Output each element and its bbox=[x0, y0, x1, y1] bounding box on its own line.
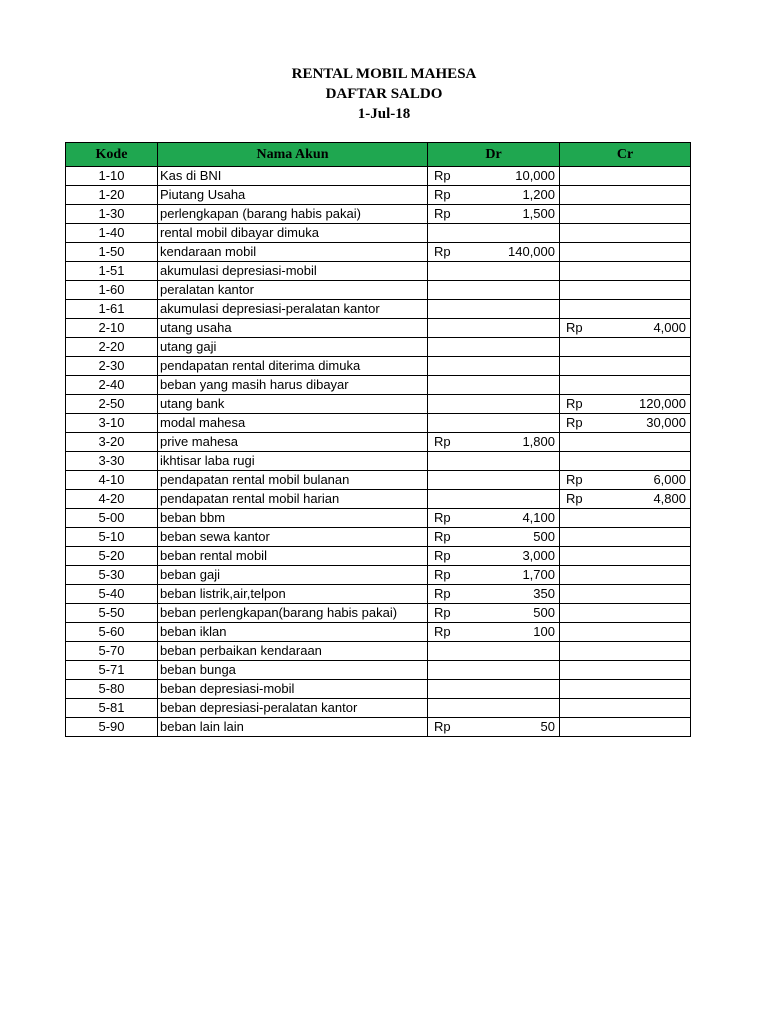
debit-cell bbox=[428, 452, 560, 471]
account-code: 5-20 bbox=[66, 547, 158, 566]
account-code: 5-70 bbox=[66, 642, 158, 661]
account-name: utang gaji bbox=[158, 338, 428, 357]
account-name: modal mahesa bbox=[158, 414, 428, 433]
account-code: 2-10 bbox=[66, 319, 158, 338]
account-name: pendapatan rental mobil harian bbox=[158, 490, 428, 509]
table-row bbox=[66, 718, 691, 737]
credit-cell bbox=[560, 281, 691, 300]
credit-cell bbox=[560, 300, 691, 319]
account-code: 1-61 bbox=[66, 300, 158, 319]
account-name: beban perlengkapan(barang habis pakai) bbox=[158, 604, 428, 623]
debit-currency: Rp bbox=[434, 586, 451, 601]
debit-cell bbox=[428, 262, 560, 281]
table-row bbox=[66, 547, 691, 566]
credit-cell bbox=[560, 604, 691, 623]
credit-cell bbox=[560, 585, 691, 604]
debit-cell bbox=[428, 718, 560, 737]
debit-currency: Rp bbox=[434, 624, 451, 639]
account-code: 5-80 bbox=[66, 680, 158, 699]
credit-cell bbox=[560, 642, 691, 661]
debit-cell bbox=[428, 433, 560, 452]
table-row bbox=[66, 509, 691, 528]
debit-cell bbox=[428, 243, 560, 262]
account-code: 2-50 bbox=[66, 395, 158, 414]
debit-currency: Rp bbox=[434, 529, 451, 544]
account-name: akumulasi depresiasi-mobil bbox=[158, 262, 428, 281]
account-code: 5-10 bbox=[66, 528, 158, 547]
column-header-nama-akun: Nama Akun bbox=[158, 143, 428, 167]
column-header-cr: Cr bbox=[560, 143, 691, 167]
debit-cell bbox=[428, 585, 560, 604]
debit-amount: 140,000 bbox=[508, 244, 555, 259]
credit-cell bbox=[560, 243, 691, 262]
table-row bbox=[66, 186, 691, 205]
debit-amount: 3,000 bbox=[522, 548, 555, 563]
table-row bbox=[66, 699, 691, 718]
debit-cell bbox=[428, 623, 560, 642]
debit-cell bbox=[428, 167, 560, 186]
account-name: perlengkapan (barang habis pakai) bbox=[158, 205, 428, 224]
debit-amount: 100 bbox=[533, 624, 555, 639]
account-name: beban depresiasi-peralatan kantor bbox=[158, 699, 428, 718]
credit-cell bbox=[560, 566, 691, 585]
account-code: 1-60 bbox=[66, 281, 158, 300]
credit-cell bbox=[560, 547, 691, 566]
debit-currency: Rp bbox=[434, 206, 451, 221]
account-code: 3-10 bbox=[66, 414, 158, 433]
debit-cell bbox=[428, 186, 560, 205]
account-code: 1-50 bbox=[66, 243, 158, 262]
credit-amount: 4,800 bbox=[653, 491, 686, 506]
credit-currency: Rp bbox=[566, 491, 583, 506]
credit-cell bbox=[560, 376, 691, 395]
debit-currency: Rp bbox=[434, 605, 451, 620]
debit-currency: Rp bbox=[434, 567, 451, 582]
account-code: 5-71 bbox=[66, 661, 158, 680]
table-row bbox=[66, 224, 691, 243]
account-name: beban bunga bbox=[158, 661, 428, 680]
account-name: beban rental mobil bbox=[158, 547, 428, 566]
credit-currency: Rp bbox=[566, 415, 583, 430]
table-row bbox=[66, 623, 691, 642]
account-code: 1-10 bbox=[66, 167, 158, 186]
credit-cell bbox=[560, 357, 691, 376]
debit-cell bbox=[428, 281, 560, 300]
debit-currency: Rp bbox=[434, 434, 451, 449]
debit-cell bbox=[428, 395, 560, 414]
table-row bbox=[66, 661, 691, 680]
account-code: 5-90 bbox=[66, 718, 158, 737]
account-name: beban listrik,air,telpon bbox=[158, 585, 428, 604]
credit-cell bbox=[560, 623, 691, 642]
credit-cell bbox=[560, 528, 691, 547]
account-code: 3-20 bbox=[66, 433, 158, 452]
table-row bbox=[66, 281, 691, 300]
account-code: 5-60 bbox=[66, 623, 158, 642]
credit-cell bbox=[560, 490, 691, 509]
debit-currency: Rp bbox=[434, 187, 451, 202]
table-row bbox=[66, 243, 691, 262]
account-name: rental mobil dibayar dimuka bbox=[158, 224, 428, 243]
table-row bbox=[66, 205, 691, 224]
account-code: 4-10 bbox=[66, 471, 158, 490]
debit-amount: 1,500 bbox=[522, 206, 555, 221]
credit-amount: 120,000 bbox=[639, 396, 686, 411]
account-code: 5-30 bbox=[66, 566, 158, 585]
table-row bbox=[66, 642, 691, 661]
account-name: beban lain lain bbox=[158, 718, 428, 737]
report-date: 1-Jul-18 bbox=[357, 106, 411, 122]
debit-cell bbox=[428, 414, 560, 433]
debit-cell bbox=[428, 224, 560, 243]
account-code: 5-81 bbox=[66, 699, 158, 718]
account-code: 1-51 bbox=[66, 262, 158, 281]
debit-currency: Rp bbox=[434, 510, 451, 525]
account-name: ikhtisar laba rugi bbox=[158, 452, 428, 471]
credit-amount: 4,000 bbox=[653, 320, 686, 335]
table-row bbox=[66, 167, 691, 186]
credit-cell bbox=[560, 395, 691, 414]
table-row bbox=[66, 490, 691, 509]
account-name: akumulasi depresiasi-peralatan kantor bbox=[158, 300, 428, 319]
credit-amount: 6,000 bbox=[653, 472, 686, 487]
column-header-kode: Kode bbox=[66, 143, 158, 167]
credit-cell bbox=[560, 338, 691, 357]
debit-cell bbox=[428, 566, 560, 585]
debit-amount: 10,000 bbox=[515, 168, 555, 183]
debit-currency: Rp bbox=[434, 168, 451, 183]
account-code: 1-20 bbox=[66, 186, 158, 205]
table-row bbox=[66, 395, 691, 414]
account-code: 4-20 bbox=[66, 490, 158, 509]
credit-cell bbox=[560, 167, 691, 186]
account-name: pendapatan rental mobil bulanan bbox=[158, 471, 428, 490]
debit-cell bbox=[428, 205, 560, 224]
account-code: 5-00 bbox=[66, 509, 158, 528]
debit-amount: 1,200 bbox=[522, 187, 555, 202]
account-name: beban depresiasi-mobil bbox=[158, 680, 428, 699]
account-name: beban bbm bbox=[158, 509, 428, 528]
account-name: Piutang Usaha bbox=[158, 186, 428, 205]
document-title bbox=[0, 64, 768, 124]
table-row bbox=[66, 357, 691, 376]
table-row bbox=[66, 300, 691, 319]
credit-currency: Rp bbox=[566, 396, 583, 411]
credit-cell bbox=[560, 661, 691, 680]
account-name: beban iklan bbox=[158, 623, 428, 642]
table-row bbox=[66, 680, 691, 699]
account-name: pendapatan rental diterima dimuka bbox=[158, 357, 428, 376]
credit-cell bbox=[560, 186, 691, 205]
debit-amount: 500 bbox=[533, 605, 555, 620]
account-name: beban yang masih harus dibayar bbox=[158, 376, 428, 395]
debit-amount: 4,100 bbox=[522, 510, 555, 525]
table-row bbox=[66, 338, 691, 357]
credit-cell bbox=[560, 262, 691, 281]
debit-amount: 500 bbox=[533, 529, 555, 544]
credit-cell bbox=[560, 205, 691, 224]
debit-cell bbox=[428, 642, 560, 661]
account-code: 2-20 bbox=[66, 338, 158, 357]
account-code: 5-50 bbox=[66, 604, 158, 623]
table-row bbox=[66, 262, 691, 281]
credit-cell bbox=[560, 224, 691, 243]
debit-cell bbox=[428, 604, 560, 623]
debit-currency: Rp bbox=[434, 244, 451, 259]
credit-cell bbox=[560, 319, 691, 338]
account-code: 2-30 bbox=[66, 357, 158, 376]
credit-cell bbox=[560, 680, 691, 699]
account-code: 2-40 bbox=[66, 376, 158, 395]
table-row bbox=[66, 604, 691, 623]
table-row bbox=[66, 528, 691, 547]
account-name: peralatan kantor bbox=[158, 281, 428, 300]
column-header-dr: Dr bbox=[428, 143, 560, 167]
credit-currency: Rp bbox=[566, 472, 583, 487]
debit-cell bbox=[428, 376, 560, 395]
table-row bbox=[66, 452, 691, 471]
debit-cell bbox=[428, 661, 560, 680]
debit-currency: Rp bbox=[434, 719, 451, 734]
debit-cell bbox=[428, 300, 560, 319]
credit-currency: Rp bbox=[566, 320, 583, 335]
debit-cell bbox=[428, 547, 560, 566]
account-name: beban perbaikan kendaraan bbox=[158, 642, 428, 661]
table-header-row bbox=[66, 143, 691, 167]
table-row bbox=[66, 566, 691, 585]
account-code: 3-30 bbox=[66, 452, 158, 471]
debit-currency: Rp bbox=[434, 548, 451, 563]
account-name: utang bank bbox=[158, 395, 428, 414]
table-row bbox=[66, 585, 691, 604]
account-name: beban gaji bbox=[158, 566, 428, 585]
account-name: beban sewa kantor bbox=[158, 528, 428, 547]
credit-cell bbox=[560, 509, 691, 528]
table-body bbox=[66, 167, 691, 737]
debit-cell bbox=[428, 471, 560, 490]
table-row bbox=[66, 414, 691, 433]
account-code: 1-40 bbox=[66, 224, 158, 243]
credit-cell bbox=[560, 414, 691, 433]
credit-cell bbox=[560, 471, 691, 490]
credit-cell bbox=[560, 699, 691, 718]
account-name: prive mahesa bbox=[158, 433, 428, 452]
debit-amount: 50 bbox=[540, 719, 555, 734]
credit-cell bbox=[560, 433, 691, 452]
debit-cell bbox=[428, 699, 560, 718]
report-title: DAFTAR SALDO bbox=[325, 86, 443, 102]
debit-amount: 350 bbox=[533, 586, 555, 601]
trial-balance-table bbox=[65, 142, 691, 737]
account-name: kendaraan mobil bbox=[158, 243, 428, 262]
table-row bbox=[66, 433, 691, 452]
account-name: utang usaha bbox=[158, 319, 428, 338]
debit-amount: 1,700 bbox=[522, 567, 555, 582]
debit-cell bbox=[428, 490, 560, 509]
credit-amount: 30,000 bbox=[646, 415, 686, 430]
credit-cell bbox=[560, 452, 691, 471]
debit-cell bbox=[428, 338, 560, 357]
debit-cell bbox=[428, 357, 560, 376]
account-code: 1-30 bbox=[66, 205, 158, 224]
account-code: 5-40 bbox=[66, 585, 158, 604]
credit-cell bbox=[560, 718, 691, 737]
debit-cell bbox=[428, 319, 560, 338]
table-row bbox=[66, 319, 691, 338]
debit-cell bbox=[428, 528, 560, 547]
debit-cell bbox=[428, 509, 560, 528]
company-name: RENTAL MOBIL MAHESA bbox=[291, 66, 477, 82]
table-row bbox=[66, 471, 691, 490]
account-name: Kas di BNI bbox=[158, 167, 428, 186]
debit-cell bbox=[428, 680, 560, 699]
debit-amount: 1,800 bbox=[522, 434, 555, 449]
table-row bbox=[66, 376, 691, 395]
